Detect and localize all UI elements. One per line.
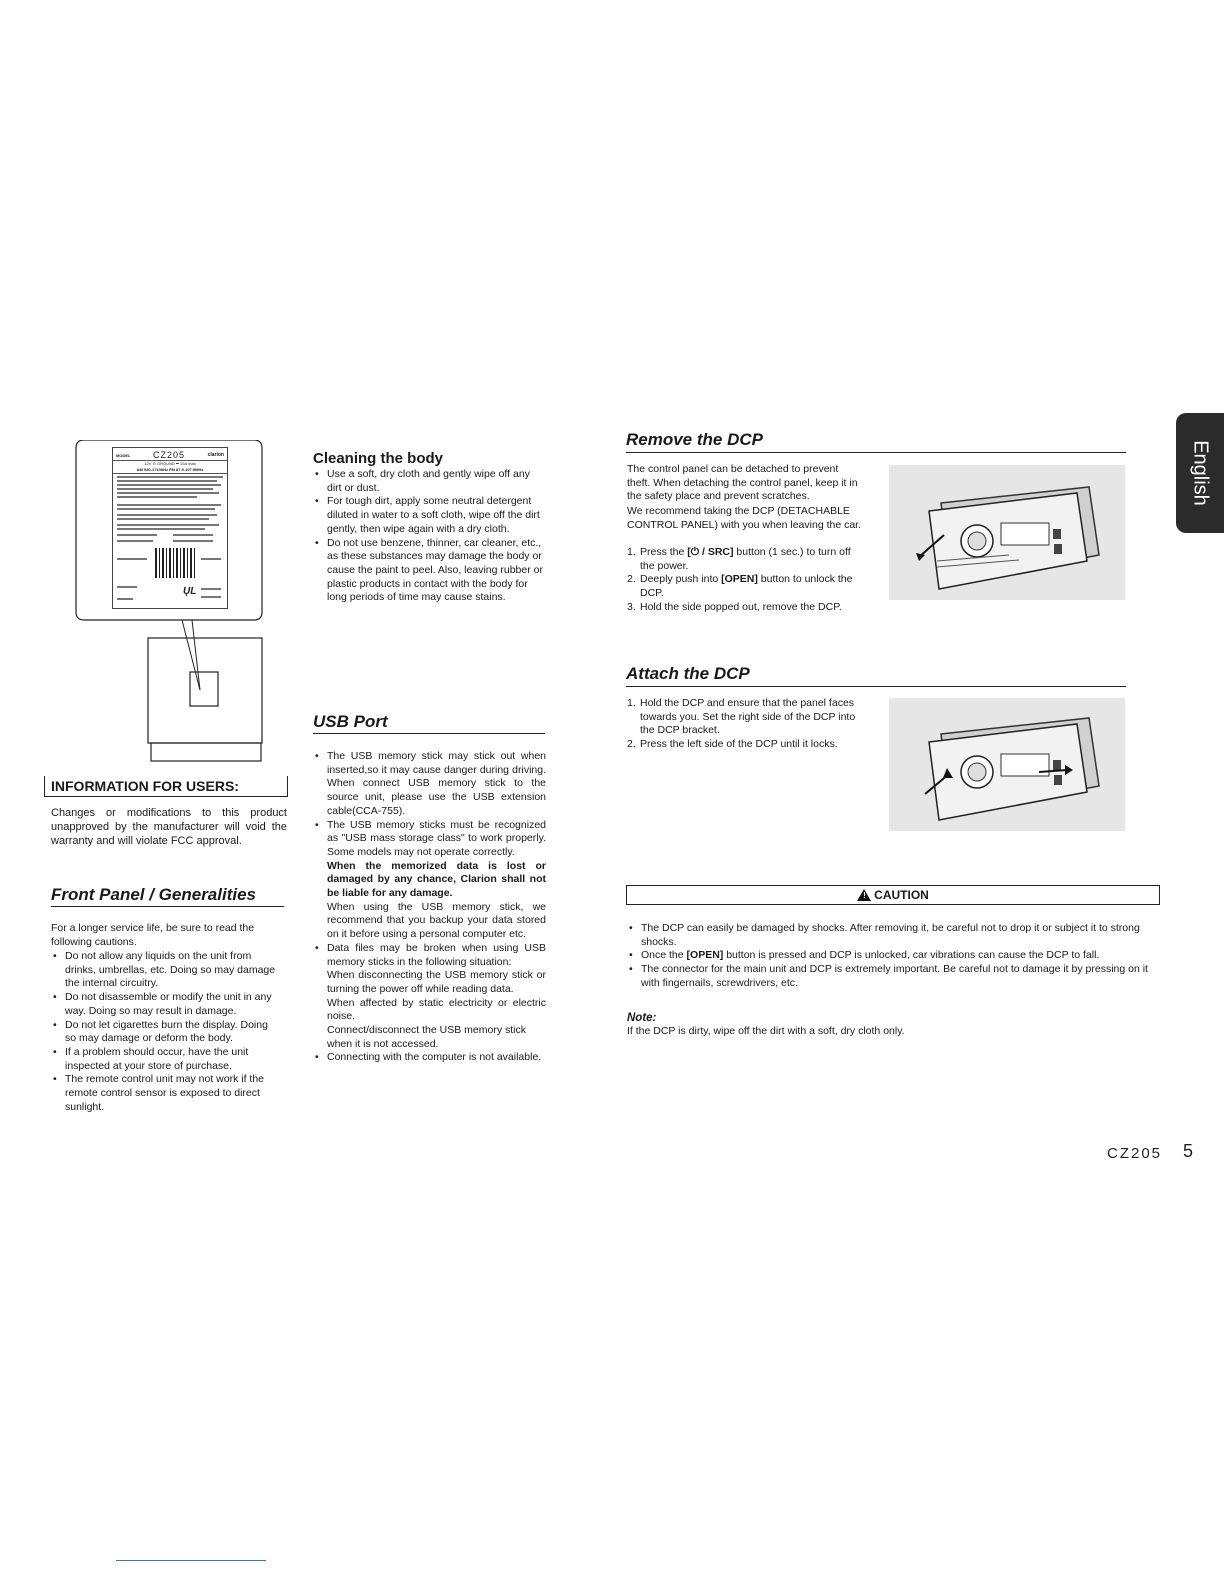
label-model-tag: MODEL [116,452,131,458]
step-number: 2. [627,738,636,751]
list-item [627,949,1163,963]
language-tab-label: English [1189,440,1212,506]
step-text: button to unlock the DCP. [640,573,853,600]
usb-item-3-sub1: When disconnecting the USB memory stick or turning the power off while reading data. [327,969,546,995]
remove-dcp-intro: The control panel can be detached to prevent theft. When detaching the control panel, keep it in the safety place and prevent scratches. [627,463,858,503]
step-text: Hold the side popped out, remove the DCP. [640,600,842,613]
label-illustration [74,440,264,620]
step-number: 1. [627,697,636,709]
label-sticker [112,447,228,609]
car-stereo-drawing [889,698,1125,831]
list-item: • The DCP can easily be damaged by shocks. After removing it, be careful not to drop it or subject it to strong shocks. [627,922,1163,949]
step-text: Hold the DCP and ensure that the panel faces towards you. Set the right side of the DCP into the DCP bracket. [640,697,856,737]
attach-dcp-title-block [626,664,1126,687]
step-item [627,738,863,752]
list-item [313,819,546,942]
label-model: CZ205 [153,450,186,460]
step-item [627,573,863,600]
usb-title: USB Port [313,712,388,731]
remove-dcp-illustration [889,465,1125,600]
remove-dcp-title: Remove the DCP [626,430,763,449]
power-src-button-ref: [⏻ / SRC] [687,546,734,558]
info-users-heading: INFORMATION FOR USERS: [51,778,239,794]
list-item [313,942,546,1052]
attach-dcp-steps [627,697,863,752]
attach-dcp-illustration [889,698,1125,831]
label-barcode [155,548,197,578]
caution-label: CAUTION [874,888,929,902]
front-panel-title: Front Panel / Generalities [51,885,257,904]
warning-icon: ! [857,889,871,901]
usb-item-3: • Data files may be broken when using USB memory sticks in the following situation: [327,941,546,968]
usb-item-1: • The USB memory stick may stick out when inserted,so it may cause danger during driving. When connect USB memory stick to the source unit, please use the USB extension cable(CCA-755). [327,750,546,817]
list-item: • Do not allow any liquids on the unit from drinks, umbrellas, etc. Doing so may damage the internal circuitry. [51,950,281,991]
note-text: If the DCP is dirty, wipe off the dirt with a soft, dry cloth only. [627,1025,905,1037]
usb-item-2-tail: When using the USB memory stick, we recommend that you backup your data stored on it before using a personal computer etc. [327,900,546,941]
list-item: • The connector for the main unit and DCP is extremely important. Be careful not to damage it by pressing on it with fingernails, screwdrivers, etc. [627,963,1163,990]
label-bands: AM 530-1710kHz FM 87.9-107.9MHz [113,467,227,474]
car-stereo-drawing [889,465,1125,600]
language-tab [1176,413,1224,533]
remove-dcp-recommend: We recommend taking the DCP (DETACHABLE CONTROL PANEL) with you when leaving the car. [627,505,862,531]
step-text: Press the [640,546,688,558]
list-item: • Do not let cigarettes burn the display. Doing so may damage or deform the body. [51,1019,281,1046]
label-power: 12V ⊖ GROUND ⎓ 15A max [144,461,196,466]
list-item: • Use a soft, dry cloth and gently wipe off any dirt or dust. [313,468,545,495]
front-panel-list [51,950,281,1114]
caution-box [626,885,1160,905]
step-number: 3. [627,600,636,613]
step-text: Press the left side of the DCP until it locks. [640,738,838,751]
usb-item-2-bold: When the memorized data is lost or damaged by any chance, Clarion shall not be liable for any damage. [327,859,546,900]
usb-item-3-sub2: When affected by static electricity or electric noise. [327,996,546,1023]
step-number: 2. [627,573,636,586]
open-button-ref: [OPEN] [721,573,758,586]
list-item: • Do not disassemble or modify the unit in any way. Doing so may result in damage. [51,991,281,1018]
footer-model: CZ205 [1107,1145,1163,1162]
caution-text: Once the [641,949,687,962]
list-item: • If a problem should occur, have the unit inspected at your store of purchase. [51,1046,281,1073]
cleaning-title: Cleaning the body [313,450,444,467]
page-number: 5 [1183,1141,1194,1161]
attach-dcp-title: Attach the DCP [626,664,750,683]
step-item [627,697,863,738]
label-brand: clarion [207,452,224,458]
bottom-rule [116,1560,266,1561]
info-users-text: Changes or modifications to this product unapproved by the manufacturer will void the warranty and will violate FCC approval. [51,807,287,847]
step-text: button (1 sec.) to turn off the power. [640,546,851,572]
step-number: 1. [627,546,636,558]
note-label: Note: [627,1012,657,1024]
label-ul-mark: ŲL [183,586,197,597]
remove-dcp-title-block [626,430,1126,453]
open-button-ref: [OPEN] [686,949,724,962]
caution-list [627,922,1163,991]
usb-title-block [313,712,545,734]
list-item: • Do not use benzene, thinner, car cleaner, etc., as these substances may damage the body or cause the paint to peel. Also, leaving rubber or plastic products in contact with the body for long periods of time may cause stains. [313,537,545,606]
info-users-heading-box [44,776,288,797]
front-panel-title-block [51,885,284,907]
caution-text: button is pressed and DCP is unlocked, car vibrations can cause the DCP to fall. [723,949,1100,962]
step-item [627,546,863,573]
usb-list [313,750,546,1065]
usb-item-4: • Connecting with the computer is not available. [327,1051,542,1064]
usb-item-3-sub3: Connect/disconnect the USB memory stick when it is not accessed. [327,1024,526,1050]
cleaning-list [313,468,545,605]
step-item [627,601,863,615]
usb-item-2: • The USB memory sticks must be recognized as "USB mass storage class" to work properly. Some models may not operate correctly. [327,818,546,858]
list-item [313,750,546,819]
list-item: • The remote control unit may not work if the remote control sensor is exposed to direct sunlight. [51,1073,281,1114]
step-text: Deeply push into [640,573,722,586]
front-panel-intro: For a longer service life, be sure to read the following cautions. [51,922,255,948]
list-item [313,1051,546,1065]
list-item: • For tough dirt, apply some neutral detergent diluted in water to a soft cloth, wipe off the dirt gently, then wipe again with a dry cloth. [313,495,545,536]
remove-dcp-steps [627,546,863,615]
